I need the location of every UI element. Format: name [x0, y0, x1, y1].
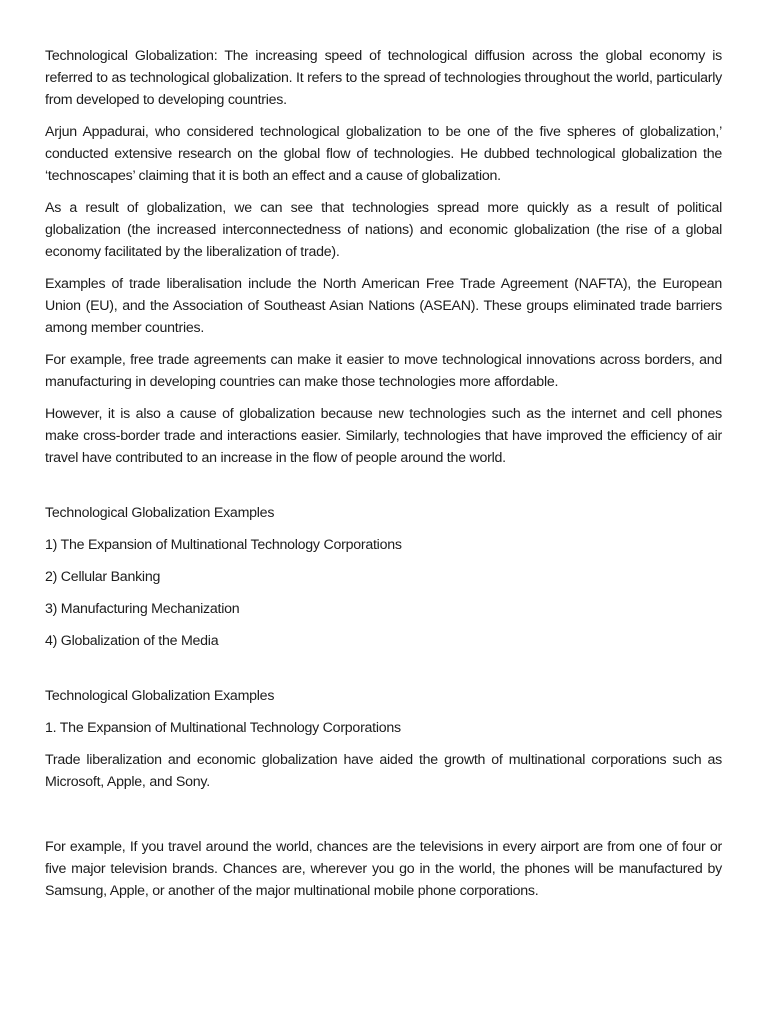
- intro-paragraph-free-trade: For example, free trade agreements can make it easier to move technological innovations across borders, and manufacturing in developing countries can make those technologies more affordable.: [45, 352, 722, 390]
- paragraph-spacer: [45, 793, 722, 836]
- intro-paragraph-cause: However, it is also a cause of globalization because new technologies such as the internet and cell phones make cross-border trade and interactions easier. Similarly, technologies that have improved the efficiency of air travel have contributed to an increase in the flow of people around the world.: [45, 406, 722, 466]
- examples-detail-subheading: 1. The Expansion of Multinational Technology Corporations: [45, 720, 401, 736]
- examples-detail-paragraph: Trade liberalization and economic globalization have aided the growth of multinational corporations such as Microsoft, Apple, and Sony.: [45, 752, 722, 790]
- examples-list-heading: Technological Globalization Examples: [45, 505, 275, 521]
- examples-list-section: [45, 502, 722, 652]
- examples-list-item: 4) Globalization of the Media: [45, 633, 219, 649]
- intro-paragraph-appadurai: Arjun Appadurai, who considered technological globalization to be one of the five spheres of globalization,’ conducted extensive research on the global flow of technologies. He dubbed technological globalization the ‘technoscapes’ claiming that it is both an effect and a cause of globalization.: [45, 124, 722, 184]
- examples-detail-section: [45, 685, 722, 902]
- section-spacer: [45, 652, 722, 685]
- examples-detail-heading: Technological Globalization Examples: [45, 688, 275, 704]
- document-page: [45, 45, 722, 902]
- examples-list-item: 1) The Expansion of Multinational Technology Corporations: [45, 537, 402, 553]
- intro-paragraph-result: As a result of globalization, we can see that technologies spread more quickly as a result of political globalization (the increased interconnectedness of nations) and economic globalization (the rise of a global economy facilitated by the liberalization of trade).: [45, 200, 722, 260]
- section-spacer: [45, 469, 722, 502]
- examples-list-item: 2) Cellular Banking: [45, 569, 161, 585]
- intro-paragraph-trade-examples: Examples of trade liberalisation include the North American Free Trade Agreement (NAFTA), the European Union (EU), and the Association of Southeast Asian Nations (ASEAN). These groups eliminated trade barriers among member countries.: [45, 276, 722, 336]
- intro-paragraph-definition: Technological Globalization: The increasing speed of technological diffusion across the global economy is referred to as technological globalization. It refers to the spread of technologies throughout the world, particularly from developed to developing countries.: [45, 48, 722, 108]
- examples-list-item: 3) Manufacturing Mechanization: [45, 601, 240, 617]
- examples-detail-paragraph: For example, If you travel around the world, chances are the televisions in every airport are from one of four or five major television brands. Chances are, wherever you go in the world, the phones will be manufactured by Samsung, Apple, or another of the major multinational mobile phone corporations.: [45, 839, 722, 899]
